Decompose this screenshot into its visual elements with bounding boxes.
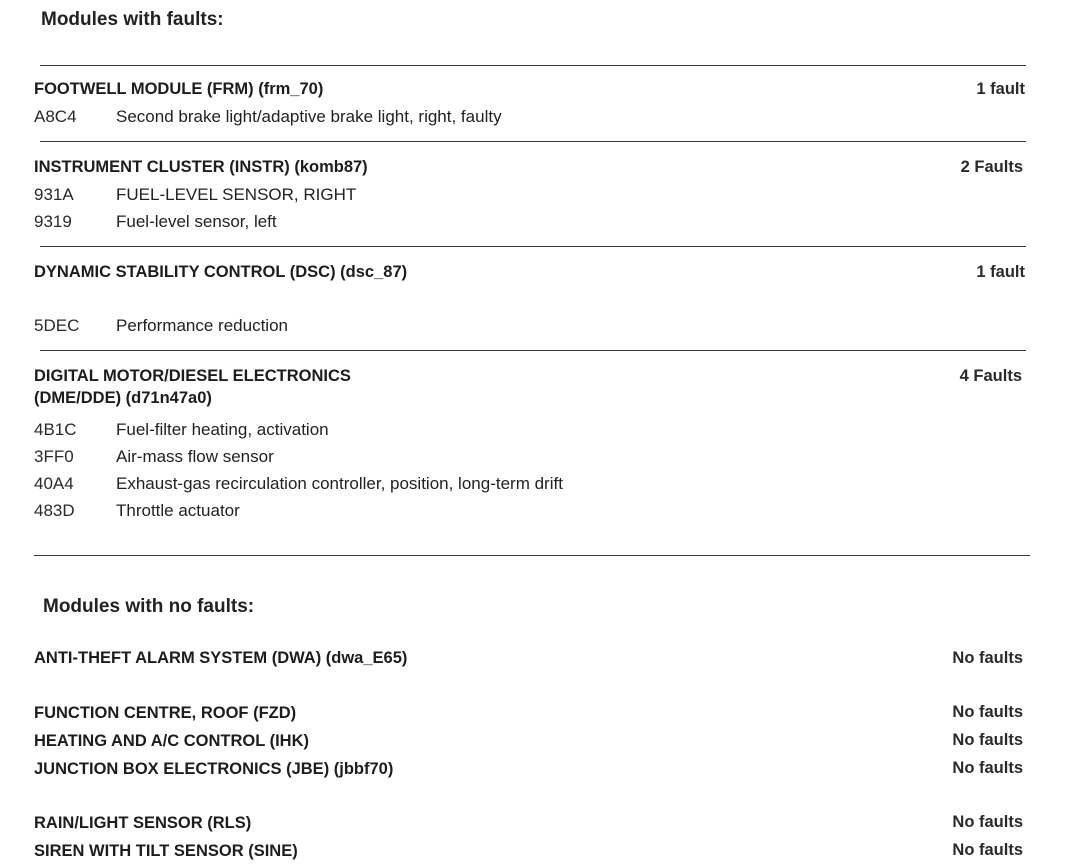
fault-count-dme: 4 Faults: [959, 367, 1022, 385]
module-title-rls: RAIN/LIGHT SENSOR (RLS): [34, 814, 252, 832]
fault-description: Air-mass flow sensor: [116, 447, 274, 466]
fault-code: 5DEC: [34, 316, 80, 335]
module-title-dme-line1: DIGITAL MOTOR/DIESEL ELECTRONICS: [34, 367, 351, 385]
fault-code: 931A: [34, 185, 74, 204]
fault-description: Throttle actuator: [116, 501, 240, 520]
divider: [40, 246, 1026, 247]
fault-description: Performance reduction: [116, 316, 288, 335]
module-title-sine: SIREN WITH TILT SENSOR (SINE): [34, 842, 298, 860]
module-title-dwa: ANTI-THEFT ALARM SYSTEM (DWA) (dwa_E65): [34, 649, 408, 667]
fault-code: 40A4: [34, 474, 74, 493]
status-dwa: No faults: [952, 649, 1023, 667]
divider: [34, 555, 1030, 556]
module-title-ihk: HEATING AND A/C CONTROL (IHK): [34, 732, 309, 750]
module-title-fzd: FUNCTION CENTRE, ROOF (FZD): [34, 704, 297, 722]
fault-count-dsc: 1 fault: [976, 263, 1025, 281]
status-rls: No faults: [952, 813, 1023, 831]
module-title-dme-line2: (DME/DDE) (d71n47a0): [34, 389, 212, 407]
fault-description: Fuel-filter heating, activation: [116, 420, 329, 439]
fault-description: Fuel-level sensor, left: [116, 212, 277, 231]
faults-section-heading: Modules with faults:: [41, 9, 224, 30]
no-faults-section-heading: Modules with no faults:: [43, 596, 255, 617]
module-title-dsc: DYNAMIC STABILITY CONTROL (DSC) (dsc_87): [34, 263, 408, 281]
fault-code: 483D: [34, 501, 75, 520]
fault-count-instr: 2 Faults: [960, 158, 1023, 176]
fault-description: Exhaust-gas recirculation controller, position, long-term drift: [116, 474, 563, 493]
status-fzd: No faults: [952, 703, 1023, 721]
status-sine: No faults: [952, 841, 1023, 859]
module-title-frm: FOOTWELL MODULE (FRM) (frm_70): [34, 80, 324, 98]
fault-description: FUEL-LEVEL SENSOR, RIGHT: [116, 185, 357, 204]
fault-code: 3FF0: [34, 447, 74, 466]
status-ihk: No faults: [952, 731, 1023, 749]
divider: [40, 141, 1026, 142]
fault-description: Second brake light/adaptive brake light, right, faulty: [116, 107, 502, 126]
fault-count-frm: 1 fault: [976, 80, 1025, 98]
module-title-instr: INSTRUMENT CLUSTER (INSTR) (komb87): [34, 158, 368, 176]
fault-code: A8C4: [34, 107, 77, 126]
fault-code: 4B1C: [34, 420, 77, 439]
divider: [40, 350, 1026, 351]
status-jbe: No faults: [952, 759, 1023, 777]
divider: [40, 65, 1026, 66]
fault-code: 9319: [34, 212, 72, 231]
module-title-jbe: JUNCTION BOX ELECTRONICS (JBE) (jbbf70): [34, 760, 394, 778]
